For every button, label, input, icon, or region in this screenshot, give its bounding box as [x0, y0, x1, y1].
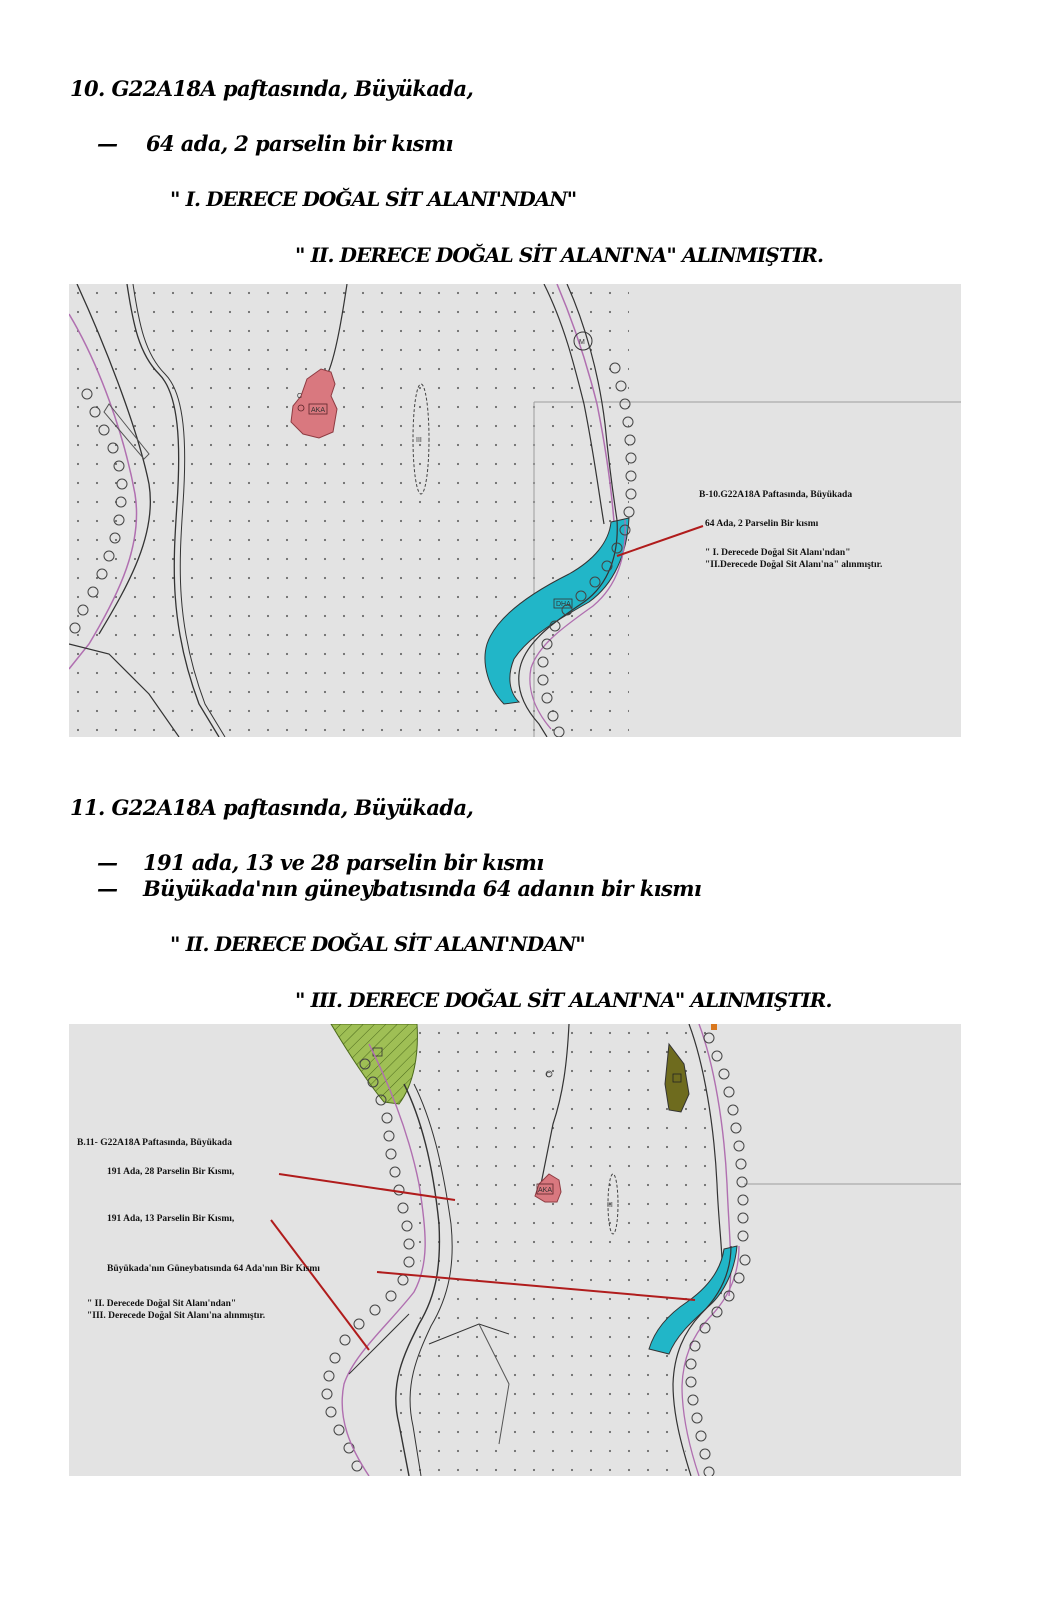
green-zone: [331, 1024, 417, 1104]
section-10-item-dash: —: [97, 131, 118, 156]
b10-legend-parcel: 64 Ada, 2 Parselin Bir kısmı: [705, 519, 819, 529]
section-10-to-text: " II. DERECE DOĞAL SİT ALANI'NA" ALINMIŞTIR.: [295, 243, 824, 267]
map-b11-drawing: [69, 1024, 961, 1476]
building-tag: AKA: [311, 407, 326, 414]
section-11-item2-text: Büyükada'nın güneybatısında 64 adanın bir kısmı: [143, 876, 702, 901]
marker-m: M: [579, 339, 585, 346]
c-tag: C: [297, 393, 303, 400]
b10-legend-title: B-10.G22A18A Paftasında, Büyükada: [699, 490, 853, 500]
b10-legend-to: "II.Derecede Doğal Sit Alanı'na" alınmıştır.: [705, 560, 883, 570]
building-tag: AKA: [538, 1187, 553, 1194]
dotted-zone: [69, 284, 629, 737]
b11-legend-title: B.11- G22A18A Paftasında, Büyükada: [77, 1138, 232, 1148]
b11-legend-from: " II. Derecede Doğal Sit Alanı'ndan": [87, 1299, 237, 1309]
b10-legend-from: " I. Derecede Doğal Sit Alanı'ndan": [705, 548, 851, 558]
section-11-item1-dash: —: [97, 850, 118, 875]
b11-legend-parcel13: 191 Ada, 13 Parselin Bir Kısmı,: [107, 1214, 235, 1224]
section-10-heading: 10. G22A18A paftasında, Büyükada,: [70, 76, 474, 101]
section-11-item2-dash: —: [97, 876, 118, 901]
b11-legend-sw: Büyükada'nın Güneybatısında 64 Ada'nın Bir Kısmı: [107, 1264, 320, 1274]
c-tag: C: [546, 1072, 552, 1079]
b11-legend-to: "III. Derecede Doğal Sit Alanı'na alınmıştır.: [87, 1311, 266, 1321]
map-b11: [69, 1024, 961, 1476]
leader-line: [271, 1220, 369, 1350]
section-10-from-text: " I. DERECE DOĞAL SİT ALANI'NDAN": [170, 187, 577, 211]
section-11-item1-text: 191 ada, 13 ve 28 parselin bir kısmı: [143, 850, 544, 875]
zone-tag: DHA: [556, 601, 571, 608]
marker-iii: III: [607, 1202, 613, 1209]
section-10-item-text: 64 ada, 2 parselin bir kısmı: [146, 131, 453, 156]
section-11-from-text: " II. DERECE DOĞAL SİT ALANI'NDAN": [170, 932, 585, 956]
road-line: [349, 1314, 409, 1374]
b11-legend-parcel28: 191 Ada, 28 Parselin Bir Kısmı,: [107, 1167, 235, 1177]
section-11-heading: 11. G22A18A paftasında, Büyükada,: [70, 795, 474, 820]
map-b10-drawing: [69, 284, 961, 737]
section-11-to-text: " III. DERECE DOĞAL SİT ALANI'NA" ALINMIŞTIR.: [295, 988, 832, 1012]
marker-iii: III: [416, 437, 422, 444]
map-b10: [69, 284, 961, 737]
